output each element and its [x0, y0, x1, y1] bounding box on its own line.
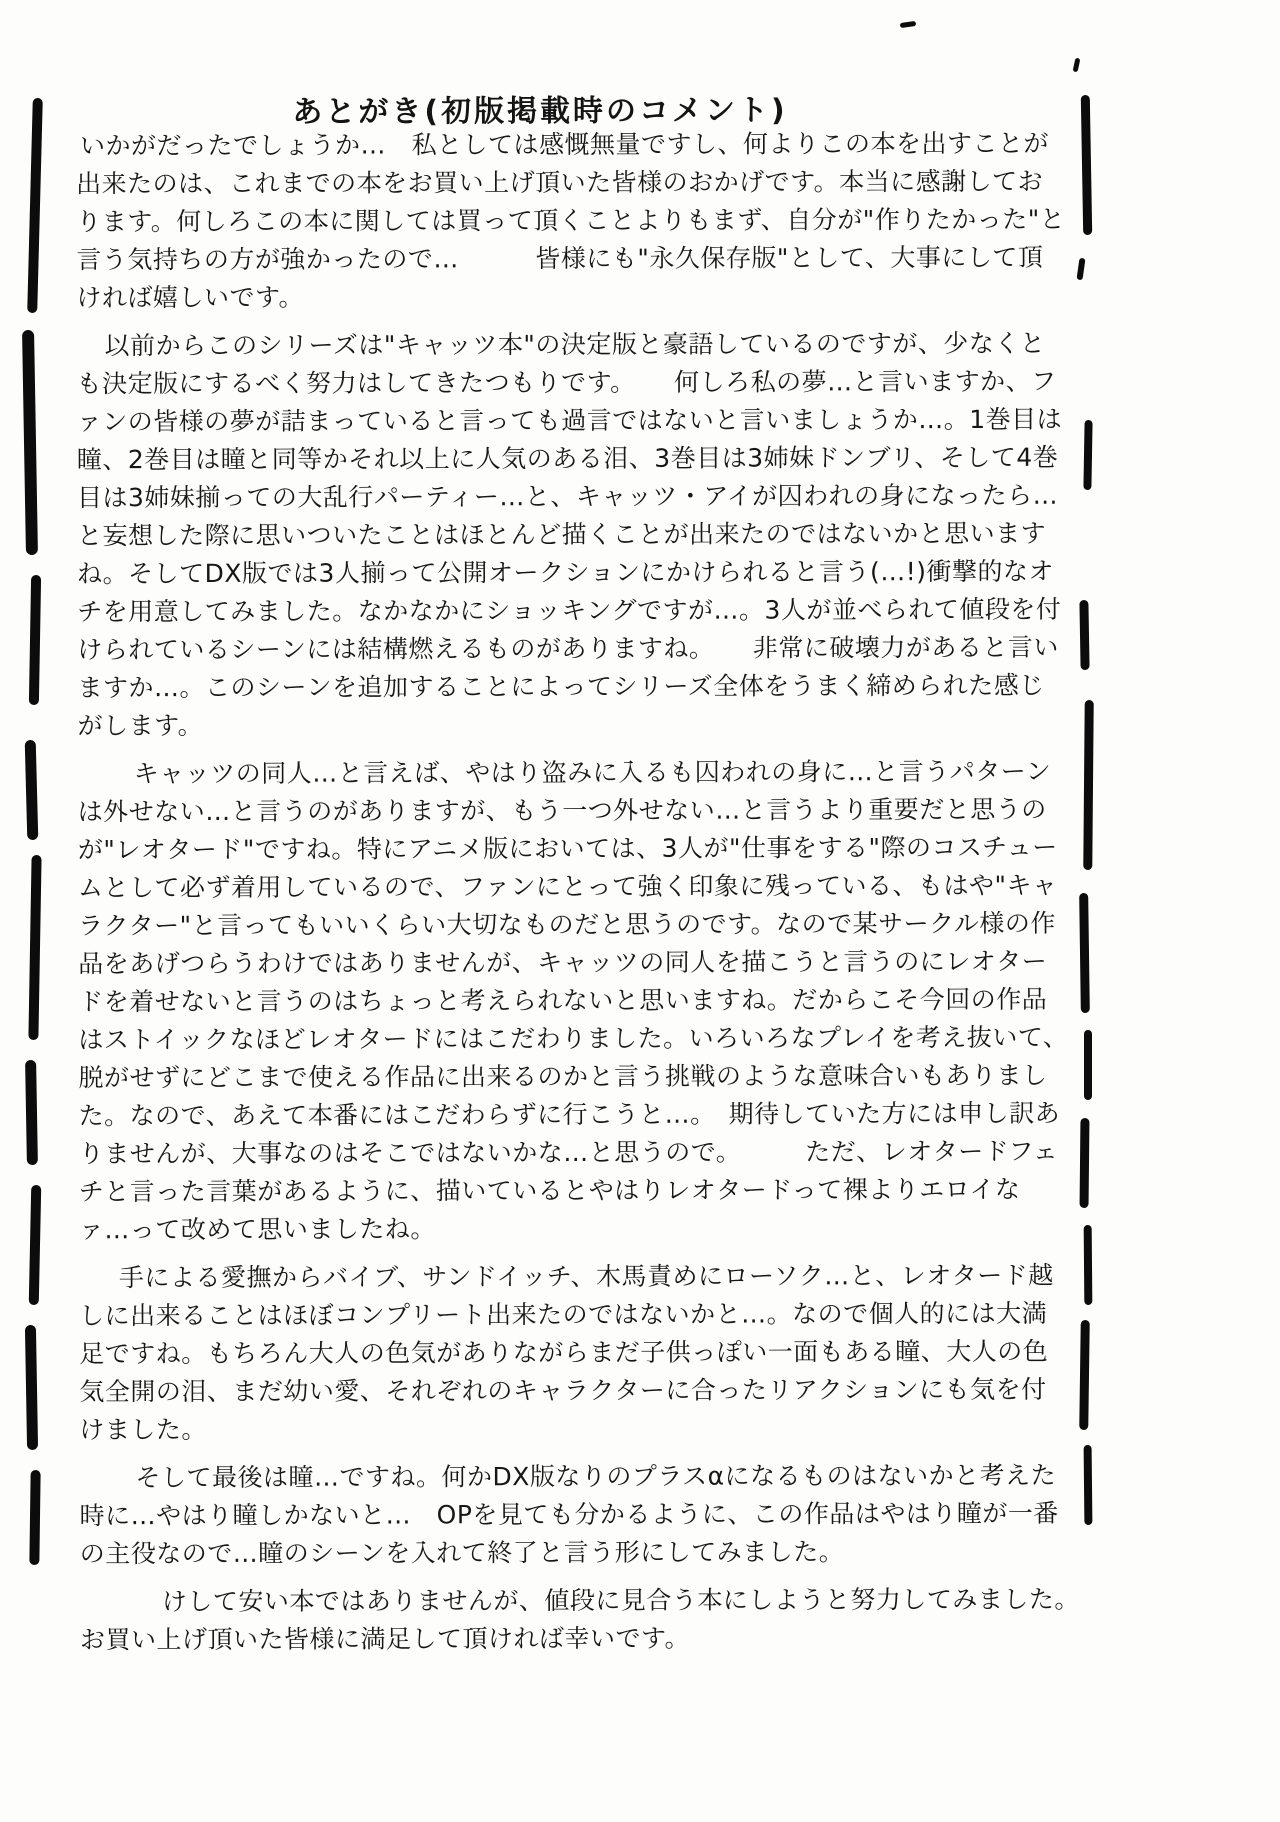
- binding-mark: [25, 1325, 38, 1450]
- afterword-text: [76, 125, 1093, 1670]
- ink-speck: [1073, 58, 1081, 73]
- binding-mark: [1084, 1030, 1092, 1100]
- binding-mark: [1079, 893, 1090, 1013]
- binding-mark: [29, 575, 41, 705]
- binding-mark: [1079, 600, 1089, 670]
- binding-mark: [1084, 1445, 1093, 1525]
- binding-mark: [29, 1470, 40, 1565]
- binding-mark: [1076, 258, 1085, 281]
- paragraph: 手による愛撫からバイブ、サンドイッチ、木馬責めにローソク…と、レオタード越しに出来ることはほぼコンプリート出来たのではないかと…。なので個人的には大満足ですね。もちろん大人の色気がありながらまだ子供っぽい一面もある瞳、大人の色気全開の泪、まだ幼い愛、それぞれのキャラクターに合ったリアクションにも気を付けました。: [79, 1260, 1054, 1445]
- binding-mark: [1079, 1320, 1090, 1430]
- ink-speck: [900, 21, 917, 28]
- binding-mark: [25, 740, 39, 840]
- binding-mark: [29, 1185, 42, 1305]
- paragraph: 以前からこのシリーズは"キャッツ本"の決定版と豪語しているのですが、少なくとも決定版にするべく努力はしてきたつもりです。 何しろ私の夢…と言いますか、ファンの皆様の夢が詰まっていると言っても過言ではないと言いましょうか…。1巻目は瞳、2巻目は瞳と同等かそれ以上に人気のある泪、3巻目は3姉妹ドンブリ、そして4巻目は3姉妹揃っての大乱行パーティー…と、キャッツ・アイが囚われの身になったら…と妄想した際に思いついたことはほとんど描くことが出来たのではないかと思いますね。そしてDX版では3人揃って公開オークションにかけられると言う(…!)衝撃的なオチを用意してみました。なかなかにショッキングですが…。3人が並べられて値段を付けられているシーンには結構燃えるものがありますね。 非常に破壊力があると言いますか…。このシーンを追加することによってシリーズ全体をうまく締められた感じがします。: [76, 328, 1063, 741]
- binding-mark: [1081, 95, 1092, 235]
- binding-mark: [25, 1060, 38, 1165]
- binding-mark: [22, 330, 38, 555]
- binding-mark: [28, 855, 41, 1040]
- binding-mark: [1083, 700, 1093, 870]
- binding-mark: [1083, 420, 1092, 490]
- paragraph: けして安い本ではありませんが、値段に見合う本にしようと努力してみました。 お買い上げ頂いた皆様に満足して頂ければ幸いです。: [79, 1584, 1093, 1655]
- paragraph: キャッツの同人…と言えば、やはり盗みに入るも囚われの身に…と言うパターンは外せない…と言うのがありますが、もう一つ外せない…と言うより重要だと思うのが"レオタード"ですね。特にアニメ版においては、3人が"仕事をする"際のコスチュームとして必ず着用しているので、ファンにとって強く印象に残っている、もはや"キャラクター"と言ってもいいくらい大切なものだと思うのです。なので某サークル様の作品をあげつらうわけではありませんが、キャッツの同人を描こうと言うのにレオタードを着せないと言うのはちょっと考えられないと思いますね。だからこそ今回の作品はストイックなほどレオタードにはこだわりました。いろいろなプレイを考え抜いて、脱がせずにどこまで使える作品に出来るのかと言う挑戦のような意味合いもありました。なので、あえて本番にはこだわらずに行こうと…。 期待していた方には申し訳ありませんが、大事なのはそこではないかな…と思うので。 ただ、レオタードフェチと言った言葉があるように、描いているとやはりレオタードって裸よりエロイなァ…って改めて思いましたね。: [77, 756, 1069, 1245]
- binding-mark: [1084, 1225, 1093, 1305]
- page-title: あとがき(初版掲載時のコメント): [292, 93, 788, 130]
- paragraph: そして最後は瞳…ですね。何かDX版なりのプラスαになるものはないかと考えた時に…やはり瞳しかないと… OPを見ても分かるように、この作品はやはり瞳が一番の主役なので…瞳のシーンを入れて終了と言う形にしてみました。: [79, 1460, 1059, 1569]
- paragraph: いかがだったでしょうか… 私としては感慨無量ですし、何よりこの本を出すことが出来たのは、これまでの本をお買い上げ頂いた皆様のおかげです。本当に感謝しております。何しろこの本に関しては買って頂くことよりもまず、自分が"作りたかった"と言う気持ちの方が強かったので… 皆様にも"永久保存版"として、大事にして頂ければ嬉しいです。: [76, 128, 1066, 313]
- binding-mark: [1080, 1118, 1090, 1208]
